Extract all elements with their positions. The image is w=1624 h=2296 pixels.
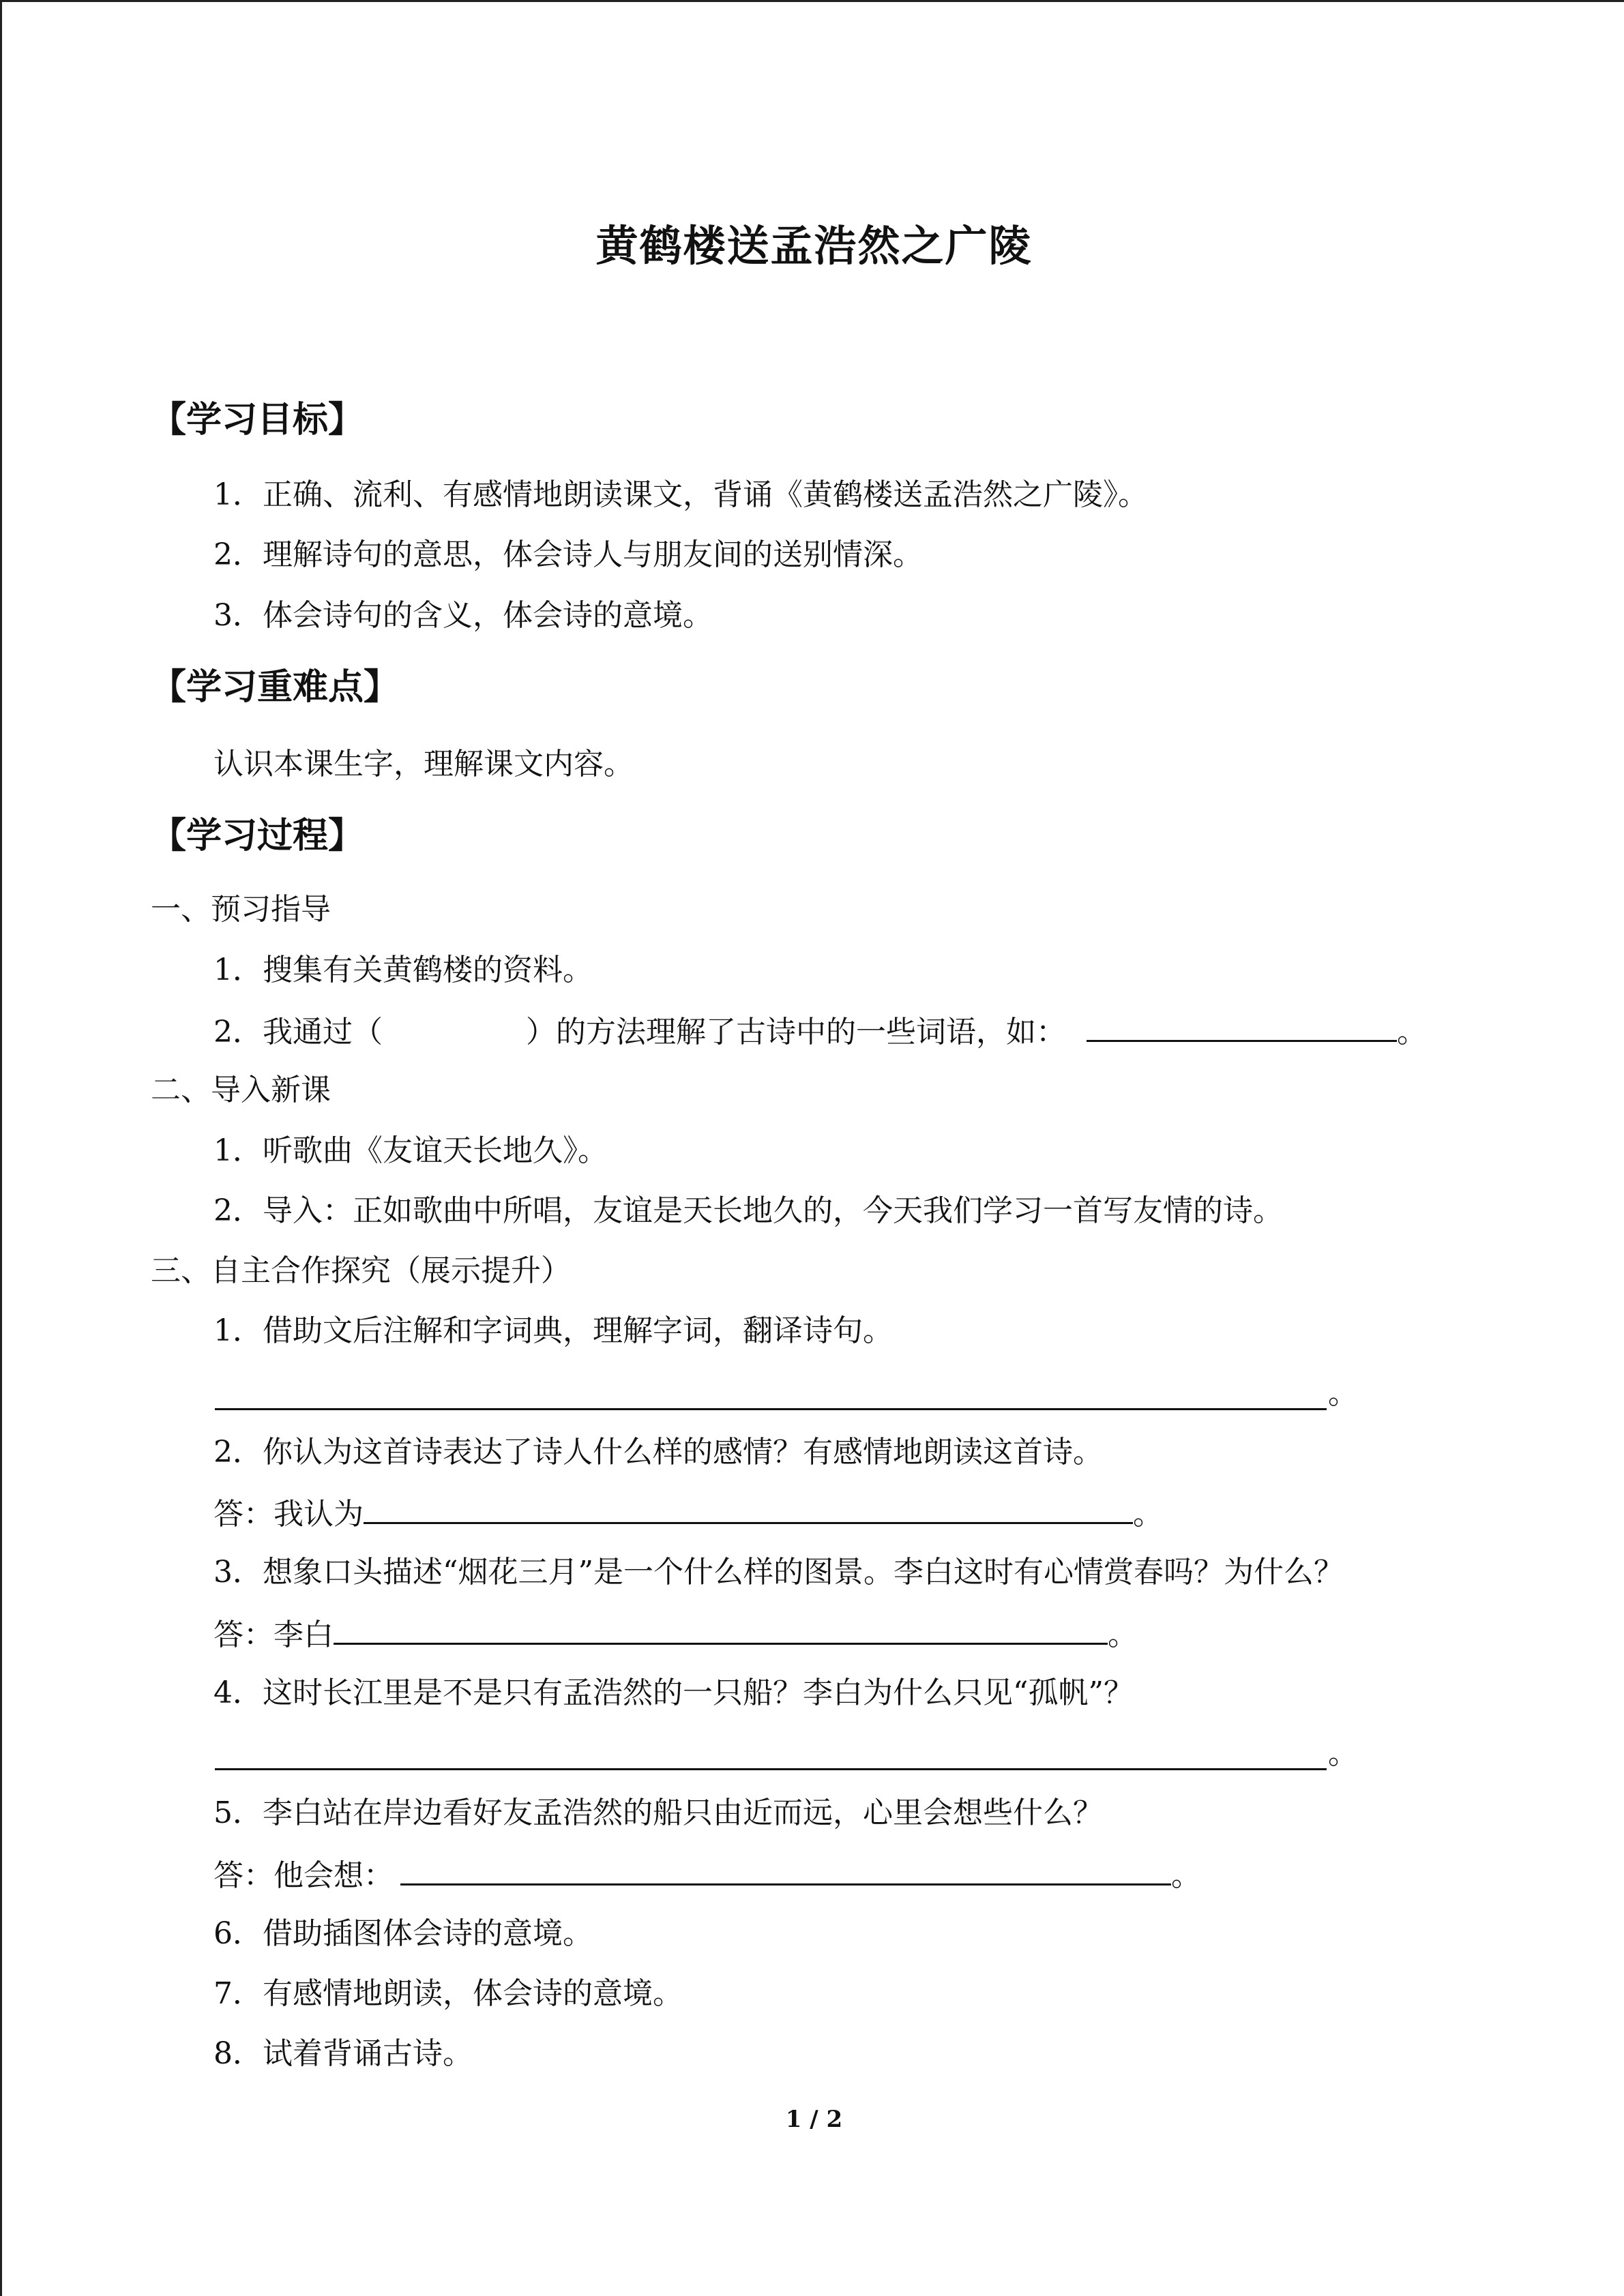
part2-item-1: 1．听歌曲《友谊天长地久》。 [213, 1133, 608, 1168]
answer-3-blank[interactable] [334, 1614, 1108, 1645]
page-number: 1 / 2 [785, 2106, 843, 2133]
answer-3-end: 。 [1108, 1617, 1138, 1652]
part1-item-2-prefix: 2．我通过（ [213, 1015, 383, 1049]
document-title: 黄鹤楼送孟浩然之广陵 [595, 221, 1033, 271]
question-8: 8．试着背诵古诗。 [213, 2036, 473, 2071]
answer-line-1-end: 。 [1328, 1376, 1358, 1411]
difficulty-text: 认识本课生字，理解课文内容。 [213, 747, 634, 781]
answer-2-prefix: 答：我认为 [213, 1497, 364, 1532]
question-4: 4．这时长江里是不是只有孟浩然的一只船？李白为什么只见“孤帆”？ [213, 1675, 1134, 1710]
part1-item-2-end: 。 [1397, 1015, 1427, 1049]
answer-5-blank[interactable] [400, 1855, 1171, 1885]
answer-3-prefix: 答：李白 [213, 1617, 334, 1652]
answer-line-4-end: 。 [1328, 1736, 1358, 1771]
answer-5-prefix: 答：他会想： [213, 1858, 394, 1893]
goal-item-1: 1．正确、流利、有感情地朗读课文，背诵《黄鹤楼送孟浩然之广陵》。 [213, 477, 1148, 512]
question-5: 5．李白站在岸边看好友孟浩然的船只由近而远，心里会想些什么？ [213, 1795, 1103, 1830]
answer-5-row [213, 1855, 1201, 1895]
question-3: 3．想象口头描述“烟花三月”是一个什么样的图景。李白这时有心情赏春吗？为什么？ [213, 1555, 1344, 1590]
answer-5-end: 。 [1171, 1858, 1201, 1893]
question-2: 2．你认为这首诗表达了诗人什么样的感情？有感情地朗读这首诗。 [213, 1435, 1103, 1470]
heading-goals: 【学习目标】 [151, 400, 364, 441]
heading-difficulty: 【学习重难点】 [151, 667, 400, 708]
question-1: 1．借助文后注解和字词典，理解字词，翻译诗句。 [213, 1313, 893, 1348]
question-6: 6．借助插图体会诗的意境。 [213, 1916, 593, 1951]
part1-item-2 [213, 1011, 1427, 1052]
answer-3-row [213, 1614, 1138, 1654]
part3-title: 三、自主合作探究（展示提升） [151, 1253, 571, 1288]
answer-line-4[interactable] [215, 1734, 1327, 1770]
answer-line-1[interactable] [215, 1374, 1327, 1410]
part2-title: 二、导入新课 [151, 1073, 331, 1107]
answer-2-row [213, 1493, 1163, 1534]
example-words-blank[interactable] [1087, 1011, 1397, 1042]
part1-item-1: 1．搜集有关黄鹤楼的资料。 [213, 953, 593, 987]
part1-item-2-middle: ）的方法理解了古诗中的一些词语，如： [526, 1015, 1066, 1049]
goal-item-3: 3．体会诗句的含义，体会诗的意境。 [213, 598, 713, 633]
goal-item-2: 2．理解诗句的意思，体会诗人与朋友间的送别情深。 [213, 537, 923, 572]
part1-title: 一、预习指导 [151, 892, 331, 927]
question-7: 7．有感情地朗读，体会诗的意境。 [213, 1976, 683, 2011]
answer-2-blank[interactable] [364, 1493, 1133, 1524]
answer-2-end: 。 [1133, 1497, 1163, 1532]
heading-process: 【学习过程】 [151, 816, 364, 856]
part2-item-2: 2．导入：正如歌曲中所唱，友谊是天长地久的，今天我们学习一首写友情的诗。 [213, 1193, 1283, 1228]
